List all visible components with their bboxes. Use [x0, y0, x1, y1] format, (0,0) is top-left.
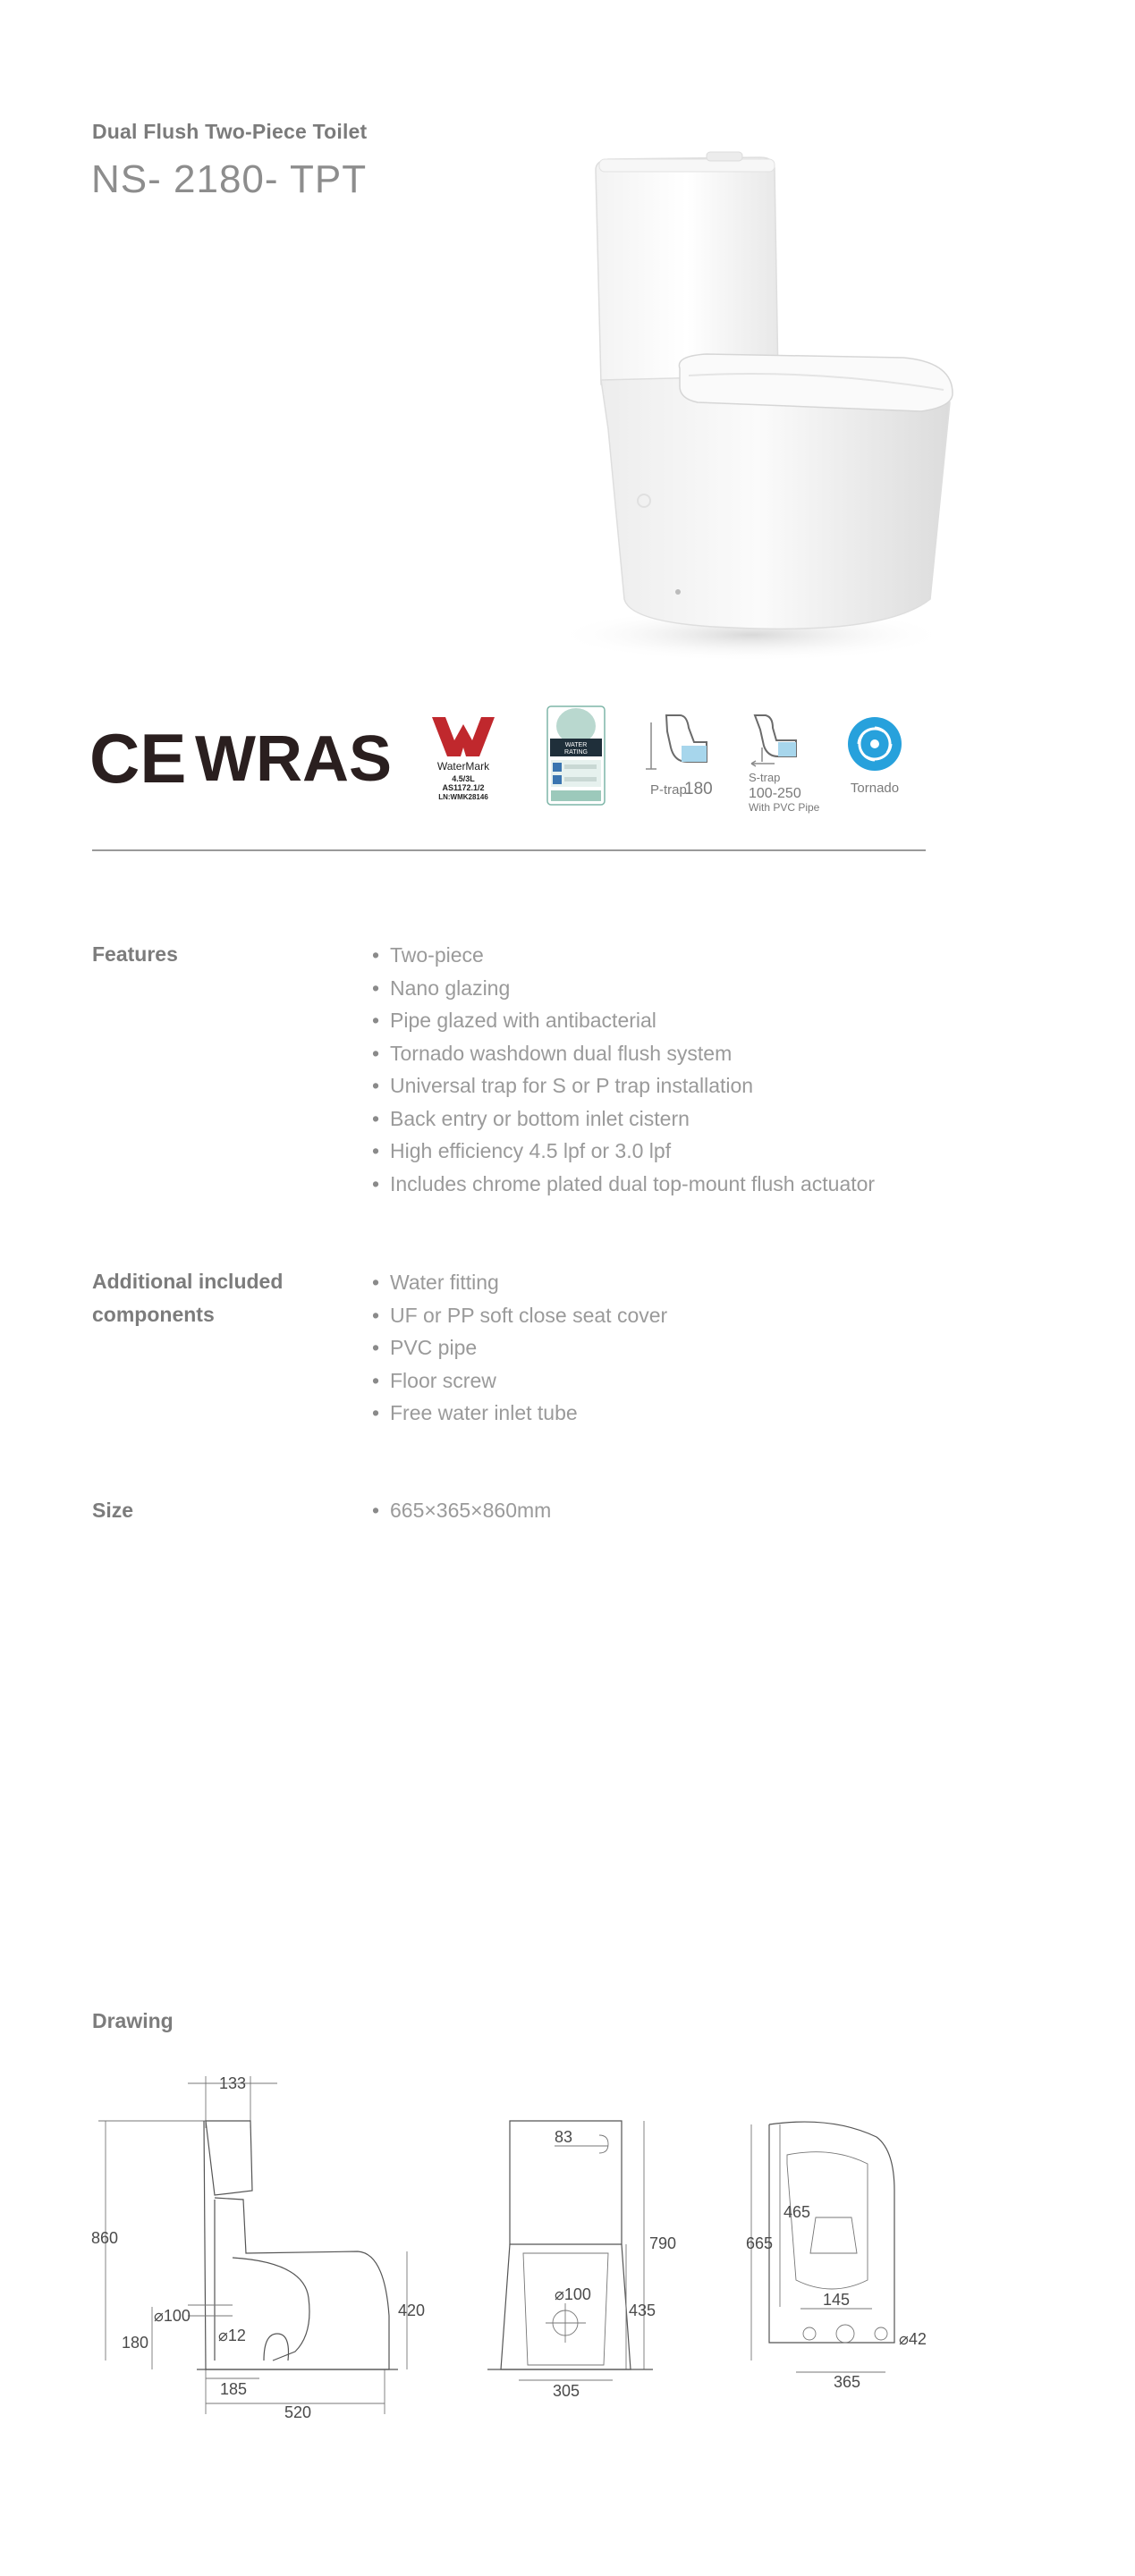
features-item: • High efficiency 4.5 lpf or 3.0 lpf — [372, 1135, 875, 1168]
size-label: Size — [92, 1499, 134, 1522]
drawing-label: Drawing — [92, 2009, 174, 2032]
svg-text:P-trap: P-trap — [650, 782, 687, 798]
additional-item: • Water fitting — [372, 1266, 667, 1299]
dim-top-d42: ⌀42 — [899, 2330, 927, 2348]
additional-item: • Floor screw — [372, 1364, 667, 1398]
dim-front-790: 790 — [649, 2234, 677, 2252]
features-item: • Includes chrome plated dual top-mount flush actuator — [372, 1168, 875, 1201]
features-item: • Nano glazing — [372, 972, 875, 1005]
svg-text:Tornado: Tornado — [850, 781, 900, 796]
svg-text:4.5/3L: 4.5/3L — [452, 774, 475, 783]
size-item: • 665×365×860mm — [372, 1494, 551, 1527]
features-item: • Universal trap for S or P trap installation — [372, 1069, 875, 1102]
dim-front-d100: ⌀100 — [555, 2285, 591, 2303]
dim-front-435: 435 — [629, 2302, 656, 2319]
front-view-drawing — [487, 2121, 676, 2400]
svg-text:WATER: WATER — [564, 742, 588, 748]
dim-side-180: 180 — [122, 2334, 149, 2352]
additional-item: • UF or PP soft close seat cover — [372, 1299, 667, 1332]
svg-text:LN:WMK28146: LN:WMK28146 — [438, 793, 488, 801]
dim-top-465: 465 — [783, 2203, 811, 2221]
ce-mark: CE — [89, 719, 187, 798]
technical-drawing — [89, 2065, 984, 2423]
dim-side-d100: ⌀100 — [154, 2307, 191, 2325]
svg-text:RATING: RATING — [564, 749, 588, 756]
dim-side-133: 133 — [219, 2074, 247, 2092]
features-item: • Back entry or bottom inlet cistern — [372, 1102, 875, 1136]
certification-logos — [89, 697, 948, 823]
additional-item: • Free water inlet tube — [372, 1397, 667, 1430]
additional-label-line1: Additional included — [92, 1270, 284, 1293]
additional-components-list — [372, 1266, 667, 1430]
water-rating-label — [547, 706, 605, 805]
dim-side-185: 185 — [220, 2380, 248, 2398]
svg-text:WaterMark: WaterMark — [436, 760, 490, 773]
features-list — [372, 939, 875, 1200]
features-label: Features — [92, 942, 178, 966]
features-item: • Pipe glazed with antibacterial — [372, 1004, 875, 1037]
additional-label-line2: components — [92, 1303, 215, 1326]
features-item: • Tornado washdown dual flush system — [372, 1037, 875, 1070]
wras-logo: WRAS — [195, 723, 392, 795]
dim-side-d12: ⌀12 — [218, 2327, 246, 2344]
dim-side-420: 420 — [398, 2302, 426, 2319]
p-trap-icon — [646, 715, 713, 798]
product-subtitle: Dual Flush Two-Piece Toilet — [92, 120, 368, 143]
s-trap-icon — [749, 715, 820, 814]
tornado-icon — [848, 717, 902, 796]
additional-components-label — [92, 1265, 283, 1331]
dim-side-860: 860 — [91, 2229, 119, 2247]
svg-text:S-trap: S-trap — [749, 771, 781, 784]
dim-top-665: 665 — [746, 2234, 774, 2252]
additional-item: • PVC pipe — [372, 1331, 667, 1364]
svg-text:100-250: 100-250 — [749, 786, 801, 801]
divider — [92, 849, 926, 851]
dim-top-145: 145 — [823, 2291, 851, 2309]
svg-text:AS1172.1/2: AS1172.1/2 — [442, 783, 485, 792]
svg-text:180: 180 — [684, 780, 713, 798]
features-item: • Two-piece — [372, 939, 875, 972]
watermark-logo — [432, 717, 495, 801]
dim-front-305: 305 — [553, 2382, 580, 2400]
top-view-drawing — [746, 2122, 927, 2391]
toilet-product-image — [546, 134, 966, 671]
side-view-drawing — [91, 2074, 425, 2421]
dim-top-365: 365 — [834, 2373, 861, 2391]
dim-side-520: 520 — [284, 2403, 312, 2421]
product-model: NS- 2180- TPT — [91, 157, 368, 201]
dim-front-83: 83 — [555, 2128, 573, 2146]
size-list — [372, 1494, 551, 1527]
svg-text:With PVC Pipe: With PVC Pipe — [749, 801, 820, 814]
